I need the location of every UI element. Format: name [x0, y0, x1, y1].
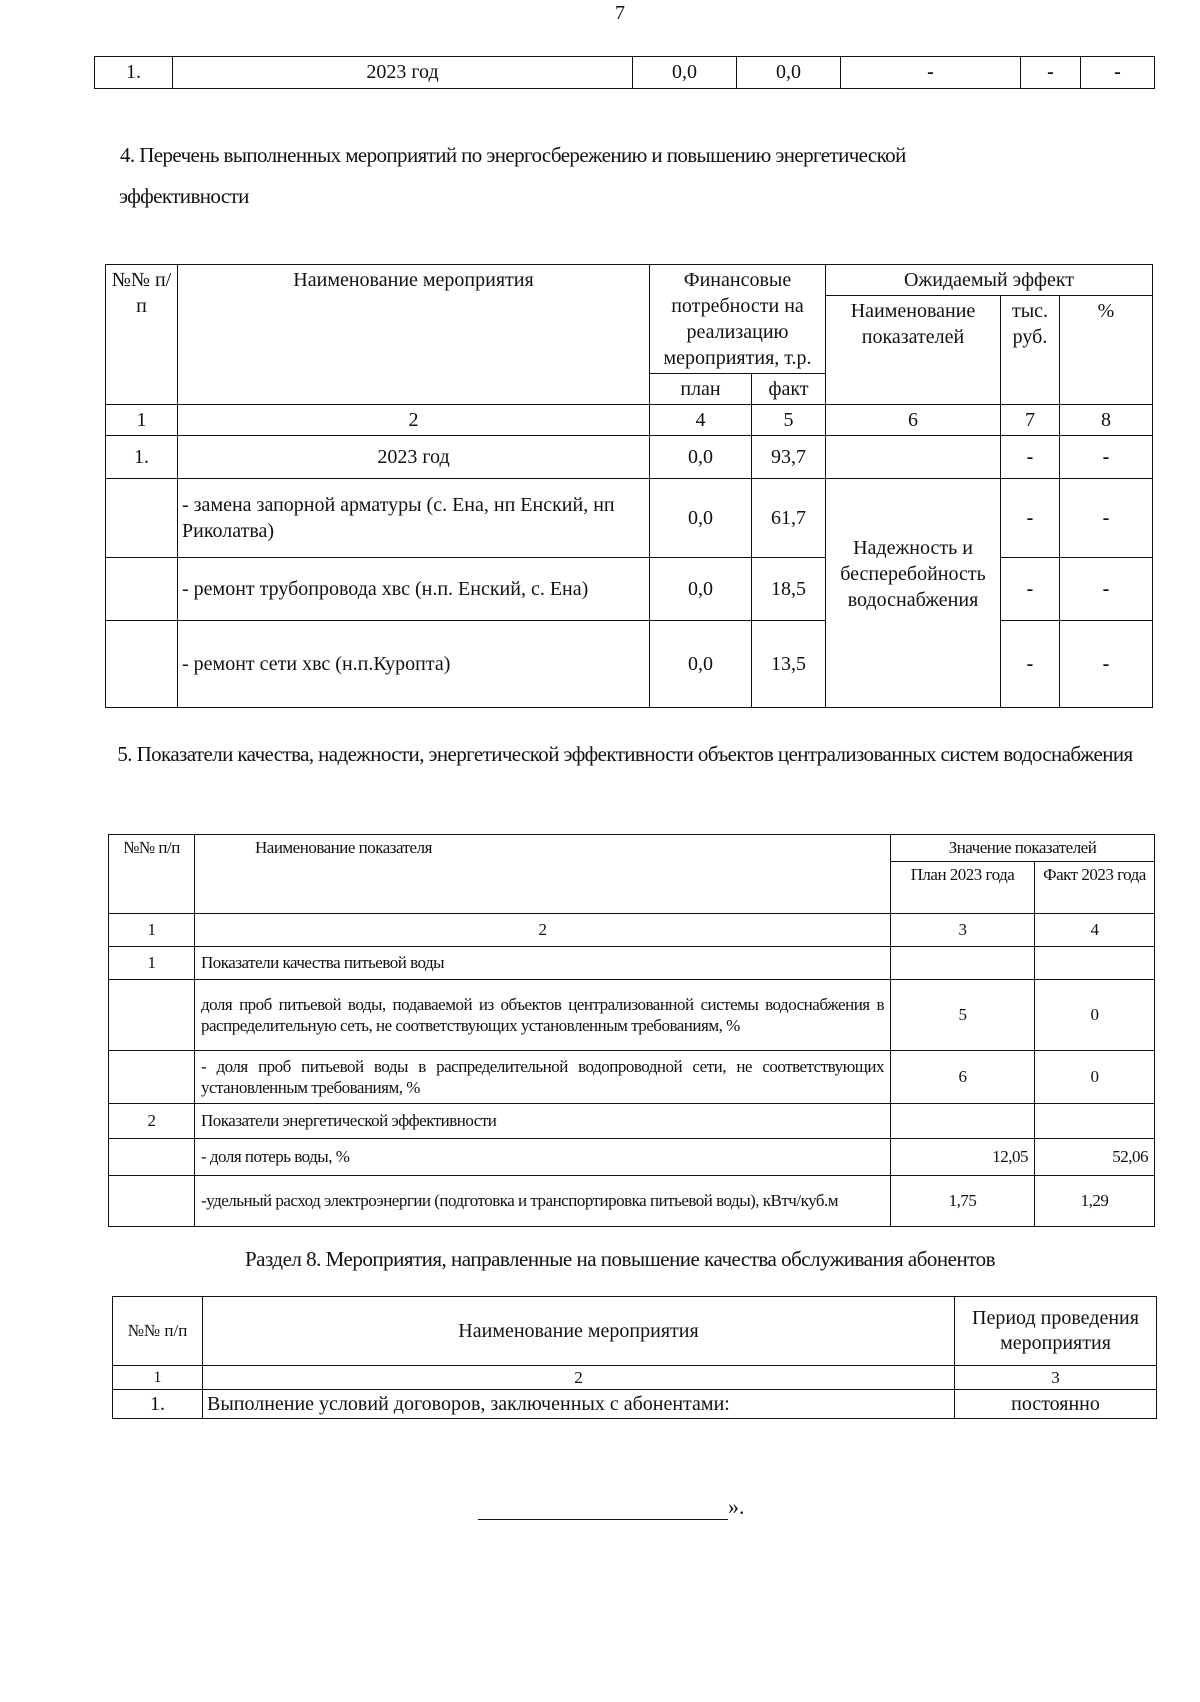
- cell-plan: 5: [891, 980, 1035, 1051]
- cell-num: [106, 558, 178, 621]
- col-number: 5: [752, 405, 826, 436]
- cell-name: - ремонт сети хвс (н.п.Куропта): [178, 621, 650, 708]
- col-number: 1: [113, 1366, 203, 1390]
- cell-fact: [1035, 947, 1155, 980]
- cell-thousand: -: [1001, 479, 1060, 558]
- cell-plan: 0,0: [650, 558, 752, 621]
- cell-fact: 1,29: [1035, 1176, 1155, 1227]
- col-number: 3: [891, 914, 1035, 947]
- header-indicators: Наименование показателей: [826, 296, 1001, 405]
- header-thousand: тыс. руб.: [1001, 296, 1060, 405]
- cell-num: [106, 479, 178, 558]
- cell-num: 1.: [113, 1390, 203, 1419]
- cell-indicator: [826, 436, 1001, 479]
- header-fact: факт: [752, 374, 826, 405]
- table-row: [109, 980, 1155, 1051]
- cell-effect: Надежность и бесперебойность водоснабжения: [826, 479, 1001, 708]
- col-number: 1: [106, 405, 178, 436]
- header-num: №№ п/п: [106, 265, 178, 405]
- cell-percent: -: [1060, 621, 1153, 708]
- section4-title: [120, 135, 1120, 217]
- col-number: 7: [1001, 405, 1060, 436]
- cell-num: [109, 980, 195, 1051]
- group-title: Показатели качества питьевой воды: [195, 947, 891, 980]
- cell-plan: 6: [891, 1051, 1035, 1104]
- cell-fact: 13,5: [752, 621, 826, 708]
- cell-num: [109, 1139, 195, 1176]
- cell-indicator: -: [841, 57, 1021, 89]
- cell-plan: 0,0: [650, 479, 752, 558]
- col-number: 8: [1060, 405, 1153, 436]
- cell-name: 2023 год: [173, 57, 633, 89]
- col-number: 6: [826, 405, 1001, 436]
- section4-table: [105, 264, 1153, 708]
- table-row: [95, 57, 1155, 89]
- header-name: Наименование мероприятия: [178, 265, 650, 405]
- cell-name: - ремонт трубопровода хвс (н.п. Енский, с. Ена): [178, 558, 650, 621]
- cell-fact: [1035, 1104, 1155, 1139]
- cell-num: 1: [109, 947, 195, 980]
- header-period: Период проведения мероприятия: [955, 1297, 1157, 1366]
- col-number: 3: [955, 1366, 1157, 1390]
- cell-percent: -: [1060, 558, 1153, 621]
- header-effect: Ожидаемый эффект: [826, 265, 1153, 296]
- cell-percent: -: [1060, 436, 1153, 479]
- closing-quote: ».: [728, 1494, 745, 1519]
- section5-title: 5. Показатели качества, надежности, энергетической эффективности объектов централизованных систем водоснабжения: [117, 742, 1133, 766]
- header-fin: Финансовые потребности на реализацию мероприятия, т.р.: [650, 265, 826, 374]
- table-row: [106, 479, 1153, 558]
- cell-fact: 61,7: [752, 479, 826, 558]
- cell-num: 1.: [95, 57, 173, 89]
- header-value: Значение показателей: [891, 835, 1155, 862]
- cell-num: 2: [109, 1104, 195, 1139]
- section8-table: [112, 1296, 1157, 1419]
- table-row: [106, 436, 1153, 479]
- signature-blank: [478, 1497, 728, 1520]
- header-name: Наименование мероприятия: [203, 1297, 955, 1366]
- cell-fact: 0: [1035, 980, 1155, 1051]
- table-row: [113, 1390, 1157, 1419]
- group-row: [109, 1104, 1155, 1139]
- cell-name: - доля потерь воды, %: [195, 1139, 891, 1176]
- cell-name: доля проб питьевой воды, подаваемой из объектов централизованной системы водоснабжения в распределительную сеть, не соответствующих установленным требованиям, %: [195, 980, 891, 1051]
- continuation-table: [94, 56, 1155, 89]
- section4-title-line2: эффективности: [119, 184, 249, 208]
- cell-plan: [891, 1104, 1035, 1139]
- cell-name: 2023 год: [178, 436, 650, 479]
- cell-percent: -: [1081, 57, 1155, 89]
- closing-line: [478, 1494, 745, 1520]
- col-number: 2: [178, 405, 650, 436]
- header-plan: план: [650, 374, 752, 405]
- table-row: [109, 1051, 1155, 1104]
- cell-fact: 0: [1035, 1051, 1155, 1104]
- section4-title-line1: 4. Перечень выполненных мероприятий по энергосбережению и повышению энергетической: [120, 143, 906, 167]
- cell-name: Выполнение условий договоров, заключенных с абонентами:: [203, 1390, 955, 1419]
- cell-name: -удельный расход электроэнергии (подготовка и транспортировка питьевой воды), кВтч/куб.м: [195, 1176, 891, 1227]
- col-number: 4: [650, 405, 752, 436]
- cell-plan: 12,05: [891, 1139, 1035, 1176]
- cell-fact: 18,5: [752, 558, 826, 621]
- cell-thousand: -: [1021, 57, 1081, 89]
- column-numbers-row: [106, 405, 1153, 436]
- header-num: №№ п/п: [113, 1297, 203, 1366]
- cell-fact: 0,0: [737, 57, 841, 89]
- column-numbers-row: [113, 1366, 1157, 1390]
- cell-plan: 0,0: [650, 621, 752, 708]
- header-num: №№ п/п: [109, 835, 195, 914]
- cell-plan: [891, 947, 1035, 980]
- col-number: 1: [109, 914, 195, 947]
- header-percent: %: [1060, 296, 1153, 405]
- cell-thousand: -: [1001, 621, 1060, 708]
- header-fact: Факт 2023 года: [1035, 862, 1155, 914]
- header-row: [113, 1297, 1157, 1366]
- cell-percent: -: [1060, 479, 1153, 558]
- column-numbers-row: [109, 914, 1155, 947]
- cell-thousand: -: [1001, 436, 1060, 479]
- table-row: [109, 1176, 1155, 1227]
- cell-name: - замена запорной арматуры (с. Ена, нп Енский, нп Риколатва): [178, 479, 650, 558]
- table-row: [109, 1139, 1155, 1176]
- group-title: Показатели энергетической эффективности: [195, 1104, 891, 1139]
- cell-num: [109, 1176, 195, 1227]
- header-name: Наименование показателя: [195, 835, 891, 914]
- cell-num: [109, 1051, 195, 1104]
- col-number: 2: [203, 1366, 955, 1390]
- cell-plan: 0,0: [650, 436, 752, 479]
- page-number: 7: [615, 2, 625, 24]
- cell-plan: 1,75: [891, 1176, 1035, 1227]
- header-row: [106, 265, 1153, 296]
- section8-title: Раздел 8. Мероприятия, направленные на повышение качества обслуживания абонентов: [244, 1247, 996, 1271]
- header-row: [109, 835, 1155, 862]
- cell-fact: 52,06: [1035, 1139, 1155, 1176]
- section5-table: [108, 834, 1155, 1227]
- group-row: [109, 947, 1155, 980]
- cell-plan: 0,0: [633, 57, 737, 89]
- cell-fact: 93,7: [752, 436, 826, 479]
- cell-thousand: -: [1001, 558, 1060, 621]
- cell-num: 1.: [106, 436, 178, 479]
- col-number: 4: [1035, 914, 1155, 947]
- header-plan: План 2023 года: [891, 862, 1035, 914]
- col-number: 2: [195, 914, 891, 947]
- cell-name: - доля проб питьевой воды в распределительной водопроводной сети, не соответствующих установленным требованиям, %: [195, 1051, 891, 1104]
- cell-num: [106, 621, 178, 708]
- cell-period: постоянно: [955, 1390, 1157, 1419]
